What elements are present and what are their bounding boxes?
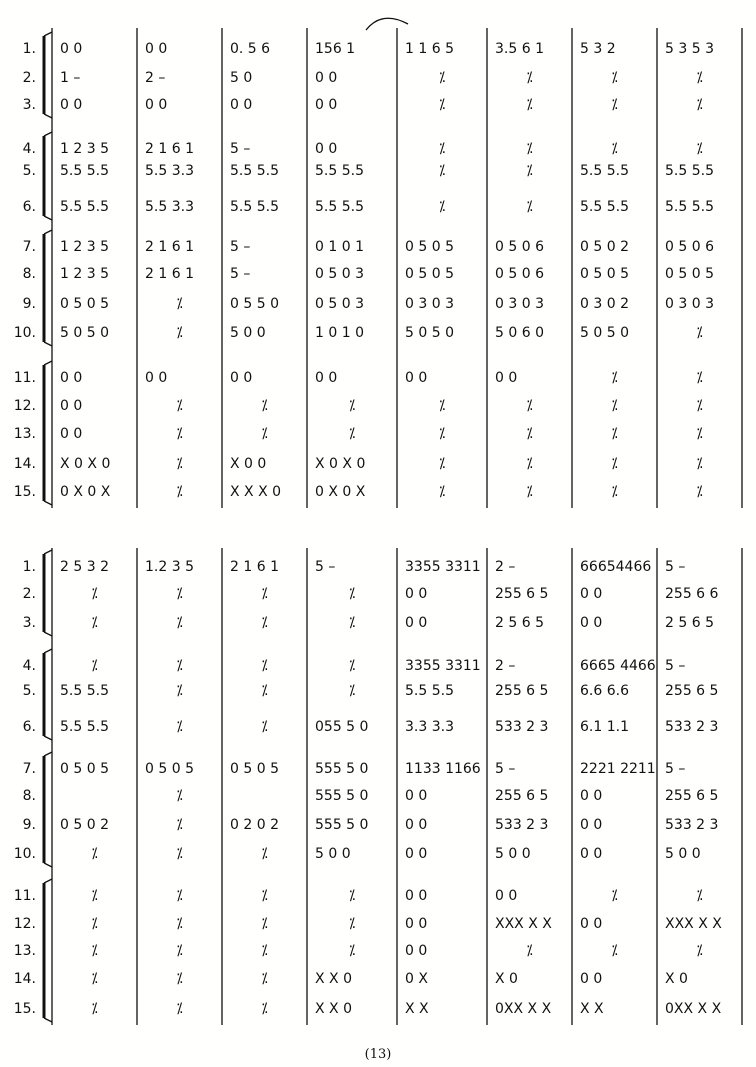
note-cell: 5 0 0	[230, 325, 266, 341]
row-label: 10.	[13, 846, 36, 862]
note-cell: 0 0	[145, 41, 168, 57]
note-cell: 533 2 3	[665, 817, 719, 833]
note-cell: 0 0	[580, 586, 603, 602]
note-cell: 1133 1166	[405, 761, 481, 777]
repeat-sign: ⁒	[176, 426, 183, 442]
repeat-sign: ⁒	[176, 398, 183, 414]
note-cell: 0 5 0 6	[495, 239, 544, 255]
repeat-sign: ⁒	[438, 70, 446, 86]
row-label: 4.	[22, 658, 36, 674]
repeat-sign: ⁒	[438, 426, 446, 442]
note-cell: 0 3 0 3	[495, 296, 544, 312]
repeat-sign: ⁒	[261, 615, 268, 631]
note-cell: 5 –	[230, 141, 251, 157]
note-cell: X X X 0	[230, 484, 282, 500]
note-cell: 0 X 0 X	[315, 484, 366, 500]
note-cell: 6665 4466	[580, 658, 656, 674]
repeat-sign: ⁒	[261, 846, 268, 862]
note-cell: 0XX X X	[665, 1001, 722, 1017]
row-label: 7.	[22, 239, 36, 255]
row-label: 1.	[22, 559, 36, 575]
repeat-sign: ⁒	[526, 426, 533, 442]
note-cell: 555 5 0	[315, 788, 369, 804]
repeat-sign: ⁒	[696, 426, 703, 442]
row-label: 4.	[22, 141, 36, 157]
bracket-hook	[44, 114, 52, 118]
note-cell: 6.1 1.1	[580, 719, 629, 735]
repeat-sign: ⁒	[696, 141, 703, 157]
repeat-sign: ⁒	[176, 325, 183, 341]
note-cell: 0 5 5 0	[230, 296, 279, 312]
note-cell: 0 0	[315, 141, 338, 157]
note-cell: 0 0	[315, 70, 338, 86]
row-label: 9.	[22, 296, 36, 312]
note-cell: 0 0	[580, 916, 603, 932]
note-cell: 0 0	[145, 370, 168, 386]
note-cell: X X 0	[315, 1001, 352, 1017]
note-cell: 0 5 0 5	[60, 296, 109, 312]
bracket-hook	[44, 863, 52, 867]
note-cell: 0. 5 6	[230, 41, 271, 57]
note-cell: 5 –	[495, 761, 516, 777]
repeat-sign: ⁒	[176, 1001, 183, 1017]
repeat-sign: ⁒	[438, 456, 446, 472]
repeat-sign: ⁒	[348, 888, 356, 904]
bracket-hook	[44, 1018, 52, 1022]
repeat-sign: ⁒	[438, 141, 446, 157]
note-cell: 3355 3311	[405, 658, 481, 674]
note-cell: 2 1 6 1	[145, 239, 194, 255]
note-cell: XXX X X	[665, 916, 722, 932]
note-cell: 555 5 0	[315, 817, 369, 833]
note-cell: 0 5 0 6	[495, 266, 544, 282]
repeat-sign: ⁒	[696, 888, 703, 904]
note-cell: 0 0	[60, 370, 83, 386]
row-label: 14.	[13, 971, 36, 987]
repeat-sign: ⁒	[348, 943, 356, 959]
note-cell: 2 –	[495, 559, 516, 575]
bracket-hook	[44, 649, 52, 653]
repeat-sign: ⁒	[526, 70, 533, 86]
row-label: 6.	[22, 719, 36, 735]
repeat-sign: ⁒	[176, 296, 183, 312]
note-cell: 2221 2211	[580, 761, 656, 777]
repeat-sign: ⁒	[696, 484, 703, 500]
repeat-sign: ⁒	[176, 658, 183, 674]
repeat-sign: ⁒	[348, 586, 356, 602]
note-cell: 0 0	[405, 788, 428, 804]
repeat-sign: ⁒	[696, 325, 703, 341]
repeat-sign: ⁒	[611, 888, 618, 904]
note-cell: 2 5 3 2	[60, 559, 109, 575]
repeat-sign: ⁒	[611, 370, 618, 386]
note-cell: 255 6 5	[495, 683, 549, 699]
repeat-sign: ⁒	[176, 683, 183, 699]
note-cell: 1 2 3 5	[60, 239, 109, 255]
repeat-sign: ⁒	[611, 70, 618, 86]
note-cell: 1 2 3 5	[60, 266, 109, 282]
note-cell: 0 0	[405, 943, 428, 959]
repeat-sign: ⁒	[611, 97, 618, 113]
note-cell: 0 0	[495, 888, 518, 904]
row-label: 11.	[13, 370, 36, 386]
repeat-sign: ⁒	[176, 888, 183, 904]
repeat-sign: ⁒	[176, 719, 183, 735]
repeat-sign: ⁒	[438, 163, 446, 179]
repeat-sign: ⁒	[438, 199, 446, 215]
note-cell: X 0 0	[230, 456, 267, 472]
repeat-sign: ⁒	[91, 586, 98, 602]
note-cell: 2 1 6 1	[230, 559, 279, 575]
note-cell: 0 0	[405, 586, 428, 602]
note-cell: 6.6 6.6	[580, 683, 629, 699]
note-cell: 5.5 5.5	[580, 163, 629, 179]
note-cell: 255 6 5	[665, 683, 719, 699]
repeat-sign: ⁒	[348, 658, 356, 674]
note-cell: 0 0	[580, 971, 603, 987]
note-cell: 0 0	[230, 370, 253, 386]
note-cell: 0 0	[405, 846, 428, 862]
repeat-sign: ⁒	[91, 888, 98, 904]
note-cell: 2 1 6 1	[145, 141, 194, 157]
note-cell: 5 –	[665, 559, 686, 575]
note-cell: 0 5 0 5	[230, 761, 279, 777]
repeat-sign: ⁒	[526, 398, 533, 414]
repeat-sign: ⁒	[261, 888, 268, 904]
bracket-hook	[44, 342, 52, 346]
note-cell: 2 5 6 5	[665, 615, 714, 631]
bracket-hook	[44, 132, 52, 136]
row-label: 12.	[13, 916, 36, 932]
note-cell: 0 0	[405, 817, 428, 833]
repeat-sign: ⁒	[261, 658, 268, 674]
note-cell: 5.5 5.5	[60, 683, 109, 699]
note-cell: 0 0	[60, 97, 83, 113]
note-cell: 5.5 5.5	[315, 199, 364, 215]
note-cell: 3.3 3.3	[405, 719, 454, 735]
bracket-hook	[44, 550, 52, 554]
note-cell: 5.5 5.5	[405, 683, 454, 699]
row-label: 3.	[22, 97, 36, 113]
note-cell: 0 0	[405, 615, 428, 631]
row-label: 1.	[22, 41, 36, 57]
note-cell: 255 6 5	[495, 586, 549, 602]
repeat-sign: ⁒	[176, 817, 183, 833]
repeat-sign: ⁒	[261, 971, 268, 987]
note-cell: 5.5 5.5	[230, 163, 279, 179]
repeat-sign: ⁒	[348, 398, 356, 414]
note-cell: 0 0	[230, 97, 253, 113]
note-cell: 1 –	[60, 70, 81, 86]
repeat-sign: ⁒	[176, 586, 183, 602]
repeat-sign: ⁒	[696, 370, 703, 386]
note-cell: 0 5 0 3	[315, 266, 364, 282]
repeat-sign: ⁒	[526, 97, 533, 113]
repeat-sign: ⁒	[526, 456, 533, 472]
note-cell: 5.5 3.3	[145, 199, 194, 215]
repeat-sign: ⁒	[438, 97, 446, 113]
repeat-sign: ⁒	[348, 916, 356, 932]
note-cell: 0 0	[315, 370, 338, 386]
note-cell: 255 6 6	[665, 586, 719, 602]
note-cell: 533 2 3	[665, 719, 719, 735]
note-cell: 0 0	[405, 370, 428, 386]
note-cell: 5.5 5.5	[60, 199, 109, 215]
note-cell: 5 0 0	[315, 846, 351, 862]
note-cell: 5 –	[665, 658, 686, 674]
row-label: 9.	[22, 817, 36, 833]
note-cell: 0 0	[60, 426, 83, 442]
note-cell: 5.5 3.3	[145, 163, 194, 179]
note-cell: 0 0	[60, 398, 83, 414]
note-cell: 0 5 0 5	[405, 266, 454, 282]
note-cell: 533 2 3	[495, 719, 549, 735]
note-cell: 0 0	[405, 888, 428, 904]
note-cell: 0 0	[580, 615, 603, 631]
note-cell: 5 3 5 3	[665, 41, 714, 57]
repeat-sign: ⁒	[91, 916, 98, 932]
note-cell: 5 –	[665, 761, 686, 777]
note-cell: 0 5 0 2	[580, 239, 629, 255]
note-cell: 3355 3311	[405, 559, 481, 575]
repeat-sign: ⁒	[176, 916, 183, 932]
note-cell: 156 1	[315, 41, 356, 57]
repeat-sign: ⁒	[91, 943, 98, 959]
note-cell: 5.5 5.5	[60, 163, 109, 179]
note-cell: X X 0	[315, 971, 352, 987]
bracket-hook	[44, 361, 52, 365]
note-cell: 2 –	[495, 658, 516, 674]
note-cell: 0 X 0 X	[60, 484, 111, 500]
repeat-sign: ⁒	[91, 971, 98, 987]
repeat-sign: ⁒	[91, 1001, 98, 1017]
note-cell: X X	[405, 1001, 429, 1017]
row-label: 14.	[13, 456, 36, 472]
note-cell: 055 5 0	[315, 719, 369, 735]
repeat-sign: ⁒	[176, 615, 183, 631]
repeat-sign: ⁒	[611, 456, 618, 472]
repeat-sign: ⁒	[526, 943, 533, 959]
note-cell: 0 0	[145, 97, 168, 113]
repeat-sign: ⁒	[611, 943, 618, 959]
repeat-sign: ⁒	[696, 456, 703, 472]
slur	[366, 18, 408, 30]
repeat-sign: ⁒	[176, 846, 183, 862]
row-label: 11.	[13, 888, 36, 904]
note-cell: 255 6 5	[665, 788, 719, 804]
repeat-sign: ⁒	[526, 163, 533, 179]
row-label: 7.	[22, 761, 36, 777]
note-cell: 5.5 5.5	[315, 163, 364, 179]
note-cell: X X	[580, 1001, 604, 1017]
repeat-sign: ⁒	[438, 484, 446, 500]
bracket-hook	[44, 216, 52, 220]
note-cell: 0 3 0 3	[405, 296, 454, 312]
repeat-sign: ⁒	[611, 426, 618, 442]
repeat-sign: ⁒	[526, 484, 533, 500]
note-cell: 5.5 5.5	[580, 199, 629, 215]
note-cell: 1 1 6 5	[405, 41, 454, 57]
bracket-hook	[44, 32, 52, 36]
note-cell: 0 1 0 1	[315, 239, 364, 255]
note-cell: 0 5 0 5	[145, 761, 194, 777]
repeat-sign: ⁒	[176, 788, 183, 804]
note-cell: 5 –	[230, 266, 251, 282]
note-cell: X 0 X 0	[315, 456, 366, 472]
note-cell: 5 –	[315, 559, 336, 575]
note-cell: 5 0	[230, 70, 253, 86]
note-cell: 2 5 6 5	[495, 615, 544, 631]
row-label: 5.	[22, 683, 36, 699]
note-cell: 0 0	[315, 97, 338, 113]
note-cell: 5 0 0	[665, 846, 701, 862]
row-label: 13.	[13, 426, 36, 442]
row-label: 15.	[13, 1001, 36, 1017]
note-cell: 0 2 0 2	[230, 817, 279, 833]
note-cell: 0 0	[405, 916, 428, 932]
repeat-sign: ⁒	[91, 615, 98, 631]
note-cell: 0 3 0 3	[665, 296, 714, 312]
note-cell: 5 3 2	[580, 41, 616, 57]
repeat-sign: ⁒	[261, 683, 268, 699]
repeat-sign: ⁒	[348, 426, 356, 442]
note-cell: 0 0	[580, 817, 603, 833]
note-cell: 0 5 0 5	[665, 266, 714, 282]
bracket-hook	[44, 501, 52, 505]
repeat-sign: ⁒	[348, 615, 356, 631]
repeat-sign: ⁒	[526, 199, 533, 215]
row-label: 15.	[13, 484, 36, 500]
repeat-sign: ⁒	[176, 484, 183, 500]
note-cell: 255 6 5	[495, 788, 549, 804]
row-label: 12.	[13, 398, 36, 414]
note-cell: 5 0 5 0	[60, 325, 109, 341]
repeat-sign: ⁒	[696, 70, 703, 86]
note-cell: 0 X	[405, 971, 428, 987]
note-cell: 2 1 6 1	[145, 266, 194, 282]
repeat-sign: ⁒	[176, 456, 183, 472]
note-cell: 0 0	[60, 41, 83, 57]
repeat-sign: ⁒	[91, 846, 98, 862]
note-cell: X 0 X 0	[60, 456, 111, 472]
repeat-sign: ⁒	[261, 719, 268, 735]
row-label: 13.	[13, 943, 36, 959]
note-cell: 0 5 0 6	[665, 239, 714, 255]
note-cell: 66654466	[580, 559, 652, 575]
note-cell: X 0	[665, 971, 688, 987]
note-cell: 533 2 3	[495, 817, 549, 833]
note-cell: 0 5 0 5	[580, 266, 629, 282]
note-cell: XXX X X	[495, 916, 552, 932]
repeat-sign: ⁒	[696, 97, 703, 113]
page-number: (13)	[364, 1047, 392, 1062]
note-cell: 0 5 0 5	[405, 239, 454, 255]
repeat-sign: ⁒	[176, 943, 183, 959]
repeat-sign: ⁒	[91, 658, 98, 674]
repeat-sign: ⁒	[611, 398, 618, 414]
bracket-hook	[44, 736, 52, 740]
row-label: 8.	[22, 788, 36, 804]
note-cell: 5.5 5.5	[60, 719, 109, 735]
note-cell: 0XX X X	[495, 1001, 552, 1017]
repeat-sign: ⁒	[261, 398, 268, 414]
note-cell: 0 0	[580, 788, 603, 804]
row-label: 10.	[13, 325, 36, 341]
note-cell: X 0	[495, 971, 518, 987]
repeat-sign: ⁒	[261, 586, 268, 602]
row-label: 2.	[22, 586, 36, 602]
note-cell: 0 5 0 5	[60, 761, 109, 777]
note-cell: 5 0 5 0	[580, 325, 629, 341]
note-cell: 0 5 0 3	[315, 296, 364, 312]
bracket-hook	[44, 752, 52, 756]
row-label: 5.	[22, 163, 36, 179]
bracket-hook	[44, 879, 52, 883]
note-cell: 1 2 3 5	[60, 141, 109, 157]
repeat-sign: ⁒	[261, 916, 268, 932]
note-cell: 5 0 6 0	[495, 325, 544, 341]
note-cell: 5.5 5.5	[230, 199, 279, 215]
row-label: 3.	[22, 615, 36, 631]
note-cell: 0 5 0 2	[60, 817, 109, 833]
row-label: 2.	[22, 70, 36, 86]
note-cell: 1.2 3 5	[145, 559, 194, 575]
repeat-sign: ⁒	[261, 943, 268, 959]
repeat-sign: ⁒	[348, 683, 356, 699]
note-cell: 2 –	[145, 70, 166, 86]
note-cell: 0 3 0 2	[580, 296, 629, 312]
bracket-hook	[44, 230, 52, 234]
bracket-hook	[44, 632, 52, 636]
repeat-sign: ⁒	[261, 1001, 268, 1017]
repeat-sign: ⁒	[526, 141, 533, 157]
note-cell: 5 0 5 0	[405, 325, 454, 341]
note-cell: 555 5 0	[315, 761, 369, 777]
repeat-sign: ⁒	[176, 971, 183, 987]
note-cell: 5.5 5.5	[665, 163, 714, 179]
repeat-sign: ⁒	[696, 943, 703, 959]
note-cell: 3.5 6 1	[495, 41, 544, 57]
note-cell: 5.5 5.5	[665, 199, 714, 215]
row-label: 6.	[22, 199, 36, 215]
note-cell: 5 0 0	[495, 846, 531, 862]
repeat-sign: ⁒	[611, 484, 618, 500]
row-label: 8.	[22, 266, 36, 282]
repeat-sign: ⁒	[438, 398, 446, 414]
repeat-sign: ⁒	[696, 398, 703, 414]
note-cell: 0 0	[580, 846, 603, 862]
note-cell: 0 0	[495, 370, 518, 386]
note-cell: 1 0 1 0	[315, 325, 364, 341]
note-cell: 5 –	[230, 239, 251, 255]
repeat-sign: ⁒	[261, 426, 268, 442]
repeat-sign: ⁒	[611, 141, 618, 157]
